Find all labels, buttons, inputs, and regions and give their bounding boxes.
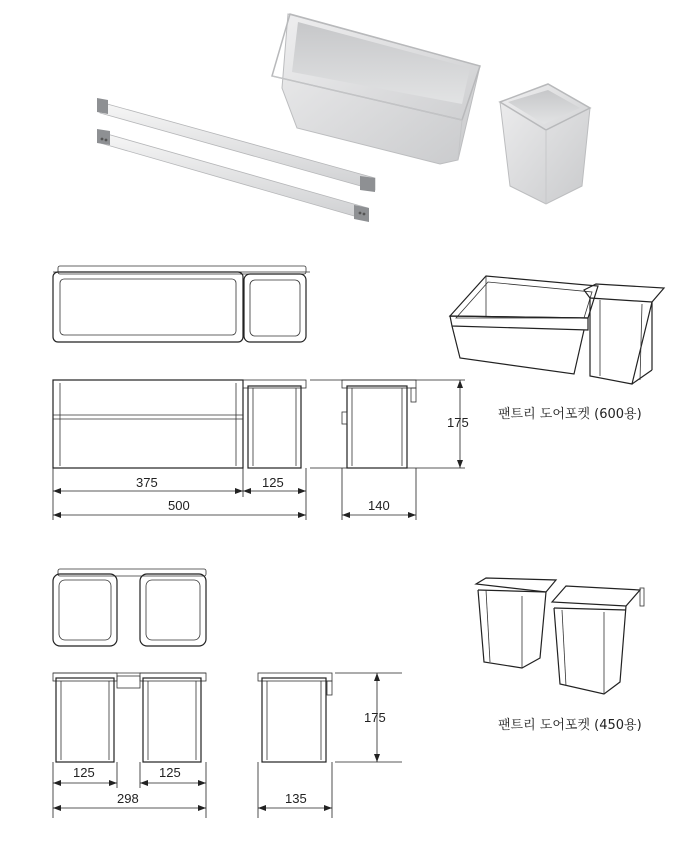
large-bin-product-photo	[272, 14, 480, 164]
dim-depth-600: 140	[368, 498, 390, 513]
dim-total-width-450: 298	[117, 791, 139, 806]
dim-bin2-width-450: 125	[159, 765, 181, 780]
side-view-600	[342, 380, 416, 468]
dimensions-450	[53, 673, 402, 818]
caption-600: 팬트리 도어포켓 (600용)	[498, 407, 642, 422]
dimensions-600	[53, 380, 469, 520]
dim-large-width-600: 375	[136, 475, 158, 490]
dim-small-width-600: 125	[262, 475, 284, 490]
iso-drawing-450	[476, 578, 644, 694]
side-view-450	[258, 673, 332, 762]
top-view-450	[53, 569, 206, 646]
dim-height-450: 175	[364, 710, 386, 725]
caption-450: 팬트리 도어포켓 (450용)	[498, 718, 642, 733]
dim-total-width-600: 500	[168, 498, 190, 513]
front-view-600	[53, 380, 306, 468]
small-bin-product-photo	[500, 84, 590, 204]
dim-depth-450: 135	[285, 791, 307, 806]
dim-height-600: 175	[447, 415, 469, 430]
dim-bin1-width-450: 125	[73, 765, 95, 780]
top-view-600	[53, 266, 310, 342]
front-view-450	[53, 673, 206, 762]
iso-drawing-600	[450, 276, 664, 384]
